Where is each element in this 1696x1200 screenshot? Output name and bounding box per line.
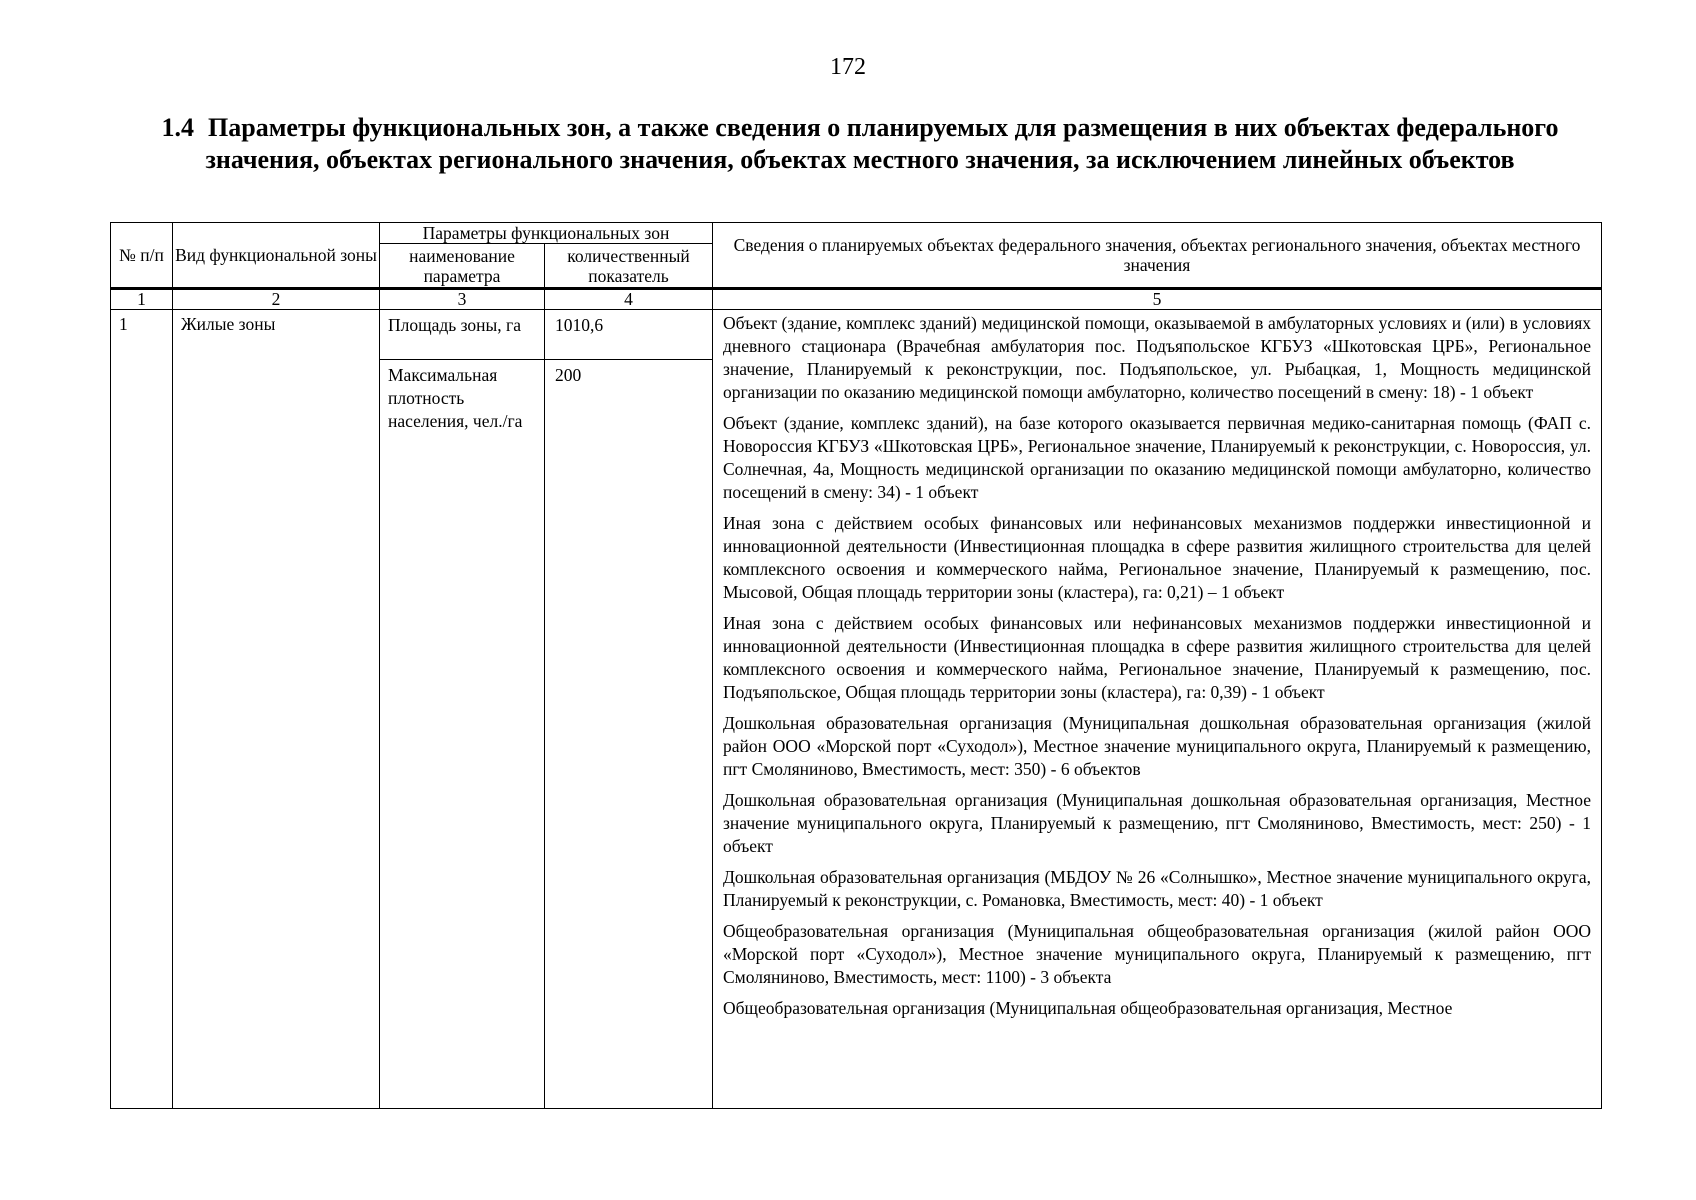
object-item: Дошкольная образовательная организация (МБДОУ № 26 «Солнышко», Местное значение муниципального округа, Планируемый к реконструкции, с. Романовка, Вместимость, мест: 40) - 1 объект bbox=[723, 867, 1591, 910]
section-title-text: Параметры функциональных зон, а также сведения о планируемых для размещения в них объектах федерального значения, объектах регионального значения, объектах местного значения, за исключением линейных объектов bbox=[205, 113, 1559, 174]
column-index: 4 bbox=[545, 289, 713, 310]
header-param-name: наименование параметра bbox=[380, 244, 545, 289]
header-number: № п/п bbox=[111, 223, 173, 289]
param-name: Максимальная плотность населения, чел./га bbox=[388, 365, 523, 431]
object-item: Иная зона с действием особых финансовых или нефинансовых механизмов поддержки инвестиционной и инновационной деятельности (Инвестиционная площадка в сфере развития жилищного строительства для целей комплексного освоения и коммерческого найма, Региональное значение, Планируемый к размещению, пос. Подъяпольское, Общая площадь территории зоны (кластера), га: 0,39) - 1 объект bbox=[723, 613, 1591, 702]
param-value: 1010,6 bbox=[545, 310, 712, 360]
column-index: 1 bbox=[111, 289, 173, 310]
column-index: 3 bbox=[380, 289, 545, 310]
header-objects-info: Сведения о планируемых объектах федерального значения, объектах регионального значения, объектах местного значения bbox=[713, 223, 1602, 289]
param-name: Площадь зоны, га bbox=[380, 310, 544, 360]
table-row bbox=[111, 310, 1602, 1109]
param-values bbox=[545, 310, 713, 1109]
header-zone-type: Вид функциональной зоны bbox=[173, 223, 380, 289]
object-item: Общеобразовательная организация (Муниципальная общеобразовательная организация (жилой район ООО «Морской порт «Суходол»), Местное значение муниципального округа, Планируемый к размещению, пгт Смоляниново, Вместимость, мест: 1100) - 3 объекта bbox=[723, 921, 1591, 987]
object-item: Объект (здание, комплекс зданий), на базе которого оказывается первичная медико-санитарная помощь (ФАП с. Новороссия КГБУЗ «Шкотовская ЦРБ», Региональное значение, Планируемый к реконструкции, с. Новороссия, ул. Солнечная, 4а, Мощность медицинской организации по оказанию медицинской помощи амбулаторно, количество посещений в смену: 34) - 1 объект bbox=[723, 413, 1591, 502]
param-value: 200 bbox=[555, 365, 582, 385]
object-item: Иная зона с действием особых финансовых или нефинансовых механизмов поддержки инвестиционной и инновационной деятельности (Инвестиционная площадка в сфере развития жилищного строительства для целей комплексного освоения и коммерческого найма, Региональное значение, Планируемый к размещению, пос. Мысовой, Общая площадь территории зоны (кластера), га: 0,21) – 1 объект bbox=[723, 513, 1591, 602]
section-number: 1.4 bbox=[161, 113, 195, 142]
zone-type: Жилые зоны bbox=[173, 310, 380, 1109]
column-index: 2 bbox=[173, 289, 380, 310]
planned-objects bbox=[713, 310, 1602, 1109]
section-title bbox=[150, 112, 1570, 176]
header-param-value: количественный показатель bbox=[545, 244, 713, 289]
object-item: Дошкольная образовательная организация (Муниципальная дошкольная образовательная организация, Местное значение муниципального округа, Планируемый к размещению, пгт Смоляниново, Вместимость, мест: 250) - 1 объект bbox=[723, 790, 1591, 856]
object-item: Объект (здание, комплекс зданий) медицинской помощи, оказываемой в амбулаторных условиях и (или) в условиях дневного стационара (Врачебная амбулатория пос. Подъяпольское КГБУЗ «Шкотовская ЦРБ», Региональное значение, Планируемый к реконструкции, пос. Подъяпольское, ул. Рыбацкая, 1, Мощность медицинской организации по оказанию медицинской помощи амбулаторно, количество посещений в смену: 18) - 1 объект bbox=[723, 313, 1591, 402]
page-number: 172 bbox=[830, 54, 866, 80]
param-names bbox=[380, 310, 545, 1109]
row-number: 1 bbox=[111, 310, 173, 1109]
header-params-group: Параметры функциональных зон bbox=[380, 223, 713, 244]
functional-zones-table bbox=[110, 222, 1602, 1109]
object-item: Общеобразовательная организация (Муниципальная общеобразовательная организация, Местное bbox=[723, 998, 1453, 1018]
object-item: Дошкольная образовательная организация (Муниципальная дошкольная образовательная организация (жилой район ООО «Морской порт «Суходол»), Местное значение муниципального округа, Планируемый к размещению, пгт Смоляниново, Вместимость, мест: 350) - 6 объектов bbox=[723, 713, 1591, 779]
column-index: 5 bbox=[713, 289, 1602, 310]
